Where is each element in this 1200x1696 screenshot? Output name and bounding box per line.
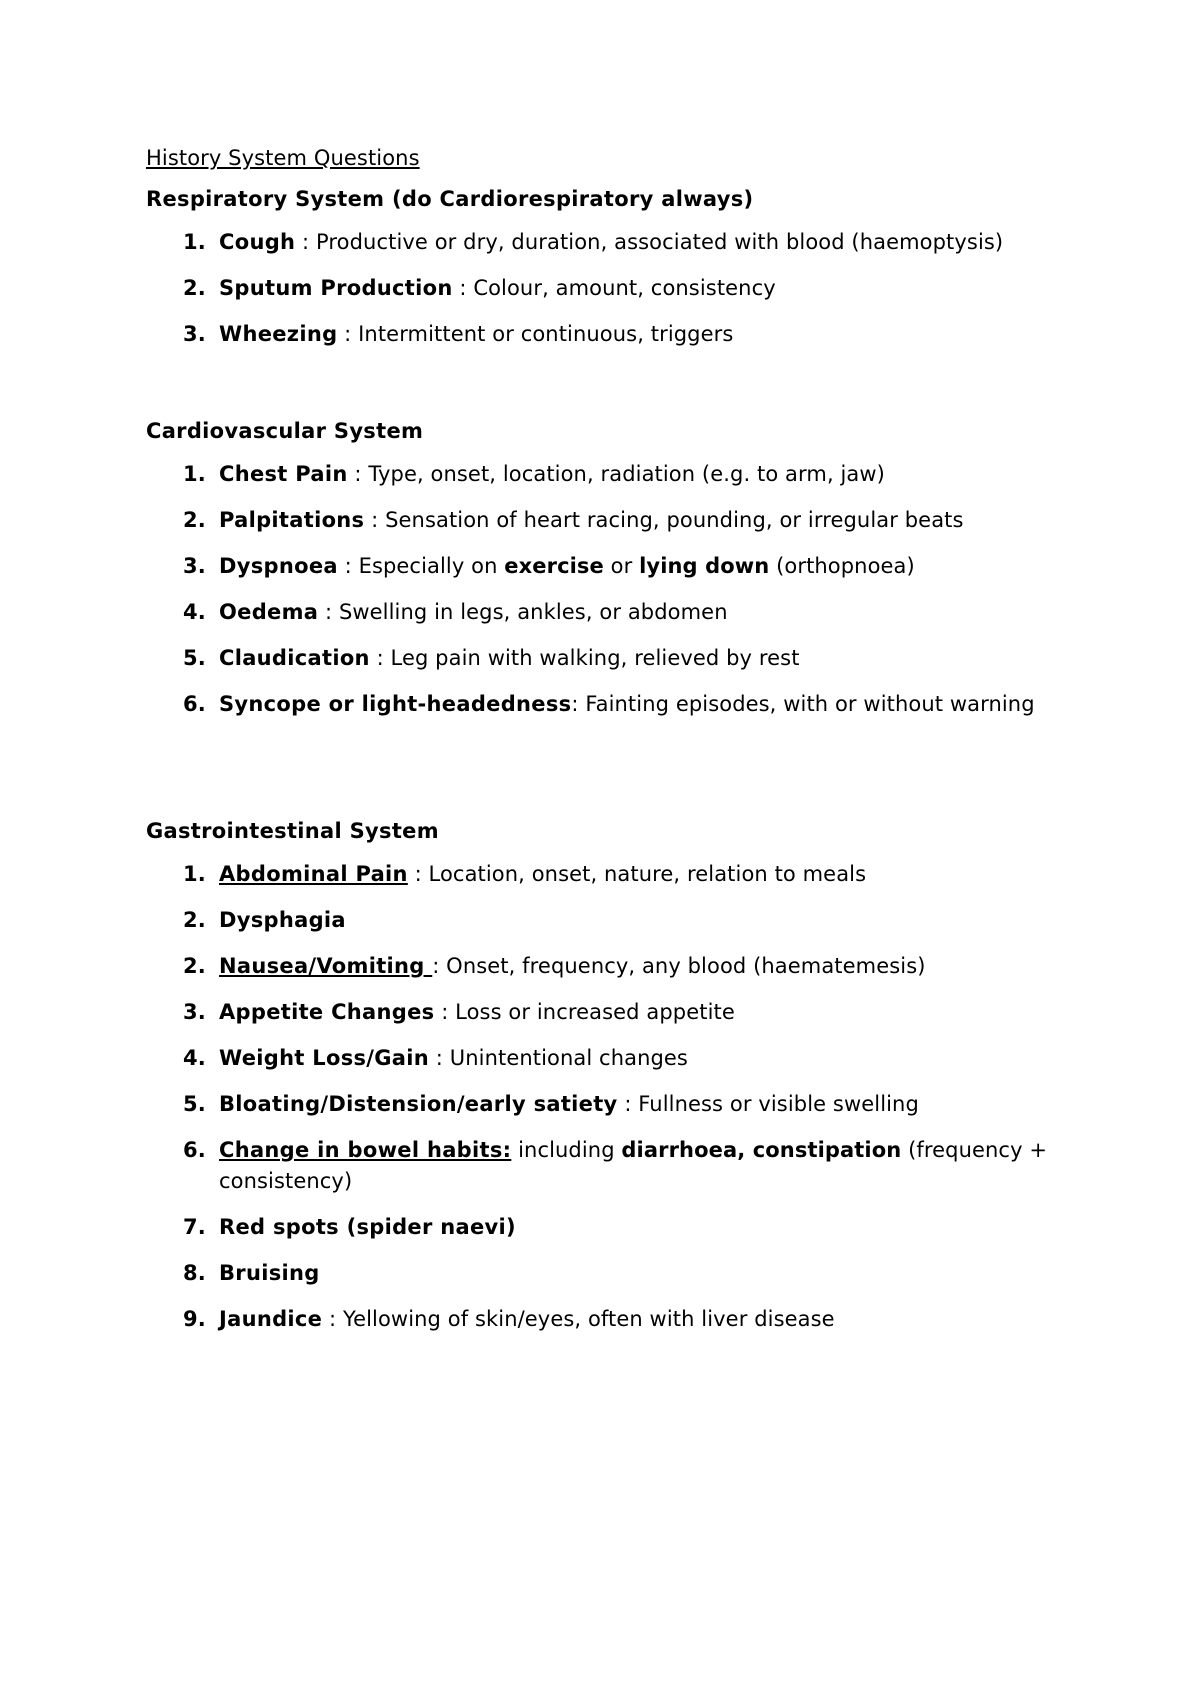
list-item	[146, 1258, 1086, 1289]
item-number: 3.	[183, 554, 206, 578]
item-number: 5.	[183, 646, 206, 670]
item-term: Palpitations	[219, 508, 365, 532]
item-number: 4.	[183, 600, 206, 624]
item-term: Change in bowel habits:	[219, 1138, 512, 1162]
list-item	[146, 859, 1086, 890]
item-text: including	[511, 1138, 622, 1162]
item-number: 2.	[183, 954, 206, 978]
item-text: : Colour, amount, consistency	[452, 276, 776, 300]
respiratory-list	[146, 227, 1086, 350]
item-term: Bruising	[219, 1261, 320, 1285]
item-number: 3.	[183, 322, 206, 346]
item-term: Syncope or light-headedness	[219, 692, 572, 716]
list-item	[146, 1135, 1086, 1197]
item-term: Bloating/Distension/early satiety	[219, 1092, 618, 1116]
list-item	[146, 1043, 1086, 1074]
item-text: (frequency + consistency)	[219, 1138, 1048, 1193]
item-number: 8.	[183, 1261, 206, 1285]
item-number: 6.	[183, 1138, 206, 1162]
item-number: 2.	[183, 276, 206, 300]
list-item	[146, 551, 1086, 582]
gastrointestinal-section	[146, 816, 1086, 1335]
item-term: Abdominal Pain	[219, 862, 408, 886]
item-term: Jaundice	[219, 1307, 323, 1331]
list-item	[146, 227, 1086, 258]
item-term: Wheezing	[219, 322, 338, 346]
list-item	[146, 1212, 1086, 1243]
item-number: 9.	[183, 1307, 206, 1331]
item-term: Claudication	[219, 646, 370, 670]
item-number: 5.	[183, 1092, 206, 1116]
section-heading: Gastrointestinal System	[146, 819, 439, 843]
item-emphasis: exercise	[504, 554, 604, 578]
gastrointestinal-list	[146, 859, 1086, 1335]
item-term: Cough	[219, 230, 296, 254]
list-item	[146, 459, 1086, 490]
item-text: : Productive or dry, duration, associated with blood (haemoptysis)	[295, 230, 1004, 254]
section-heading: Cardiovascular System	[146, 419, 424, 443]
list-item	[146, 319, 1086, 350]
item-term: Appetite Changes	[219, 1000, 435, 1024]
item-text: : Loss or increased appetite	[434, 1000, 735, 1024]
list-item	[146, 1304, 1086, 1335]
document-title: History System Questions	[146, 146, 420, 170]
item-text: : Fainting episodes, with or without warning	[571, 692, 1035, 716]
item-text: : Unintentional changes	[429, 1046, 688, 1070]
item-text: : Yellowing of skin/eyes, often with liver disease	[322, 1307, 835, 1331]
item-number: 3.	[183, 1000, 206, 1024]
respiratory-section	[146, 184, 1086, 350]
item-number: 2.	[183, 908, 206, 932]
item-term: Chest Pain	[219, 462, 348, 486]
item-number: 6.	[183, 692, 206, 716]
list-item	[146, 689, 1086, 720]
item-emphasis: diarrhoea, constipation	[621, 1138, 902, 1162]
item-emphasis: lying down	[639, 554, 770, 578]
item-term: Sputum Production	[219, 276, 453, 300]
item-text: : Sensation of heart racing, pounding, or irregular beats	[364, 508, 964, 532]
list-item	[146, 643, 1086, 674]
cardiovascular-list	[146, 459, 1086, 720]
list-item	[146, 505, 1086, 536]
item-term: Dysphagia	[219, 908, 346, 932]
item-number: 1.	[183, 862, 206, 886]
item-text: or	[603, 554, 640, 578]
item-number: 7.	[183, 1215, 206, 1239]
list-item	[146, 1089, 1086, 1120]
item-text: : Leg pain with walking, relieved by rest	[369, 646, 800, 670]
list-item	[146, 997, 1086, 1028]
item-term: Oedema	[219, 600, 319, 624]
section-heading: Respiratory System (do Cardiorespiratory always)	[146, 187, 754, 211]
item-number: 4.	[183, 1046, 206, 1070]
list-item	[146, 273, 1086, 304]
item-text: : Location, onset, nature, relation to meals	[407, 862, 867, 886]
item-text: : Especially on	[337, 554, 505, 578]
item-number: 1.	[183, 230, 206, 254]
item-text: : Fullness or visible swelling	[617, 1092, 919, 1116]
item-number: 2.	[183, 508, 206, 532]
item-text: : Type, onset, location, radiation (e.g. to arm, jaw)	[347, 462, 885, 486]
item-term: Red spots (spider naevi)	[219, 1215, 516, 1239]
item-text: : Onset, frequency, any blood (haematemesis)	[432, 954, 926, 978]
item-text: (orthopnoea)	[769, 554, 915, 578]
cardiovascular-section	[146, 416, 1086, 720]
item-term: Weight Loss/Gain	[219, 1046, 430, 1070]
item-number: 1.	[183, 462, 206, 486]
item-text: : Intermittent or continuous, triggers	[337, 322, 734, 346]
list-item	[146, 597, 1086, 628]
list-item	[146, 951, 1086, 982]
item-term: Nausea/Vomiting	[219, 954, 433, 978]
item-text: : Swelling in legs, ankles, or abdomen	[318, 600, 728, 624]
item-term: Dyspnoea	[219, 554, 338, 578]
list-item	[146, 905, 1086, 936]
